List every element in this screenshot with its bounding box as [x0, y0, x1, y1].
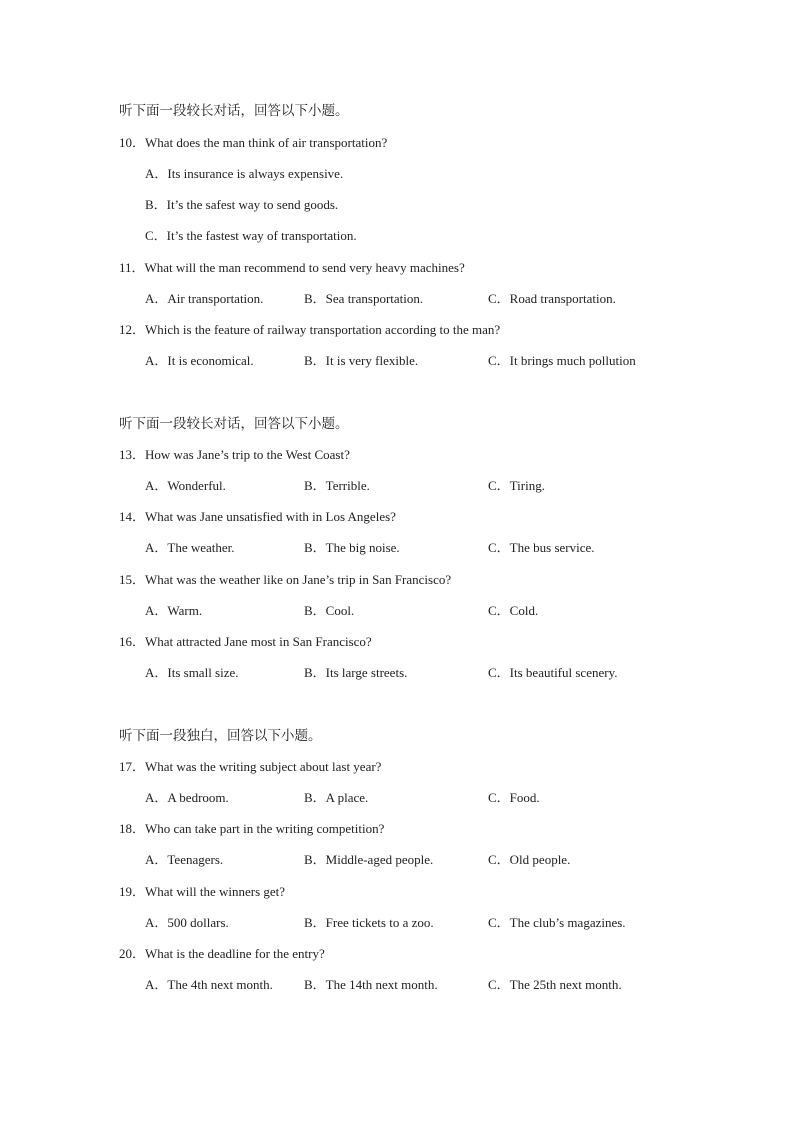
question-16-option-c: C．Its beautiful scenery.: [488, 665, 618, 680]
section-2-header: 听下面一段较长对话，回答以下小题。: [119, 416, 349, 431]
question-14-stem: 14．What was Jane unsatisfied with in Los Angeles?: [119, 509, 396, 524]
question-15-option-b: B．Cool.: [304, 603, 355, 618]
question-18-option-a: A．Teenagers.: [145, 852, 224, 867]
question-20-option-a: A．The 4th next month.: [145, 977, 273, 992]
question-18-option-b: B．Middle-aged people.: [304, 852, 434, 867]
question-13-option-b: B．Terrible.: [304, 478, 370, 493]
question-13-option-a: A．Wonderful.: [145, 478, 226, 493]
question-12-option-a: A．It is economical.: [145, 353, 254, 368]
section-1-header: 听下面一段较长对话，回答以下小题。: [119, 103, 349, 118]
question-13-option-c: C．Tiring.: [488, 478, 545, 493]
question-11-option-a: A．Air transportation.: [145, 291, 264, 306]
question-12-option-b: B．It is very flexible.: [304, 353, 419, 368]
question-19-option-b: B．Free tickets to a zoo.: [304, 915, 434, 930]
question-15-stem: 15．What was the weather like on Jane’s trip in San Francisco?: [119, 572, 452, 587]
question-19-option-a: A．500 dollars.: [145, 915, 229, 930]
question-14-option-b: B．The big noise.: [304, 540, 400, 555]
question-11-option-b: B．Sea transportation.: [304, 291, 424, 306]
question-10-option-c: C．It’s the fastest way of transportation.: [145, 228, 357, 243]
question-16-stem: 16．What attracted Jane most in San Francisco?: [119, 634, 372, 649]
question-14-option-c: C．The bus service.: [488, 540, 595, 555]
question-10-option-a: A．Its insurance is always expensive.: [145, 166, 344, 181]
question-11-option-c: C．Road transportation.: [488, 291, 616, 306]
question-16-option-a: A．Its small size.: [145, 665, 239, 680]
question-17-option-b: B．A place.: [304, 790, 369, 805]
question-19-option-c: C．The club’s magazines.: [488, 915, 626, 930]
question-12-option-c: C．It brings much pollution: [488, 353, 636, 368]
question-20-stem: 20．What is the deadline for the entry?: [119, 946, 325, 961]
question-13-stem: 13．How was Jane’s trip to the West Coast?: [119, 447, 350, 462]
question-17-option-c: C．Food.: [488, 790, 540, 805]
question-17-stem: 17．What was the writing subject about last year?: [119, 759, 382, 774]
question-15-option-c: C．Cold.: [488, 603, 539, 618]
question-18-stem: 18．Who can take part in the writing competition?: [119, 821, 385, 836]
section-3-header: 听下面一段独白，回答以下小题。: [119, 728, 322, 743]
question-10-stem: 10．What does the man think of air transportation?: [119, 135, 388, 150]
question-11-stem: 11．What will the man recommend to send very heavy machines?: [119, 260, 465, 275]
question-14-option-a: A．The weather.: [145, 540, 235, 555]
question-15-option-a: A．Warm.: [145, 603, 203, 618]
question-19-stem: 19．What will the winners get?: [119, 884, 286, 899]
question-10-option-b: B．It’s the safest way to send goods.: [145, 197, 339, 212]
question-20-option-b: B．The 14th next month.: [304, 977, 438, 992]
question-12-stem: 12．Which is the feature of railway transportation according to the man?: [119, 322, 501, 337]
question-16-option-b: B．Its large streets.: [304, 665, 408, 680]
question-17-option-a: A．A bedroom.: [145, 790, 229, 805]
question-18-option-c: C．Old people.: [488, 852, 571, 867]
question-20-option-c: C．The 25th next month.: [488, 977, 622, 992]
